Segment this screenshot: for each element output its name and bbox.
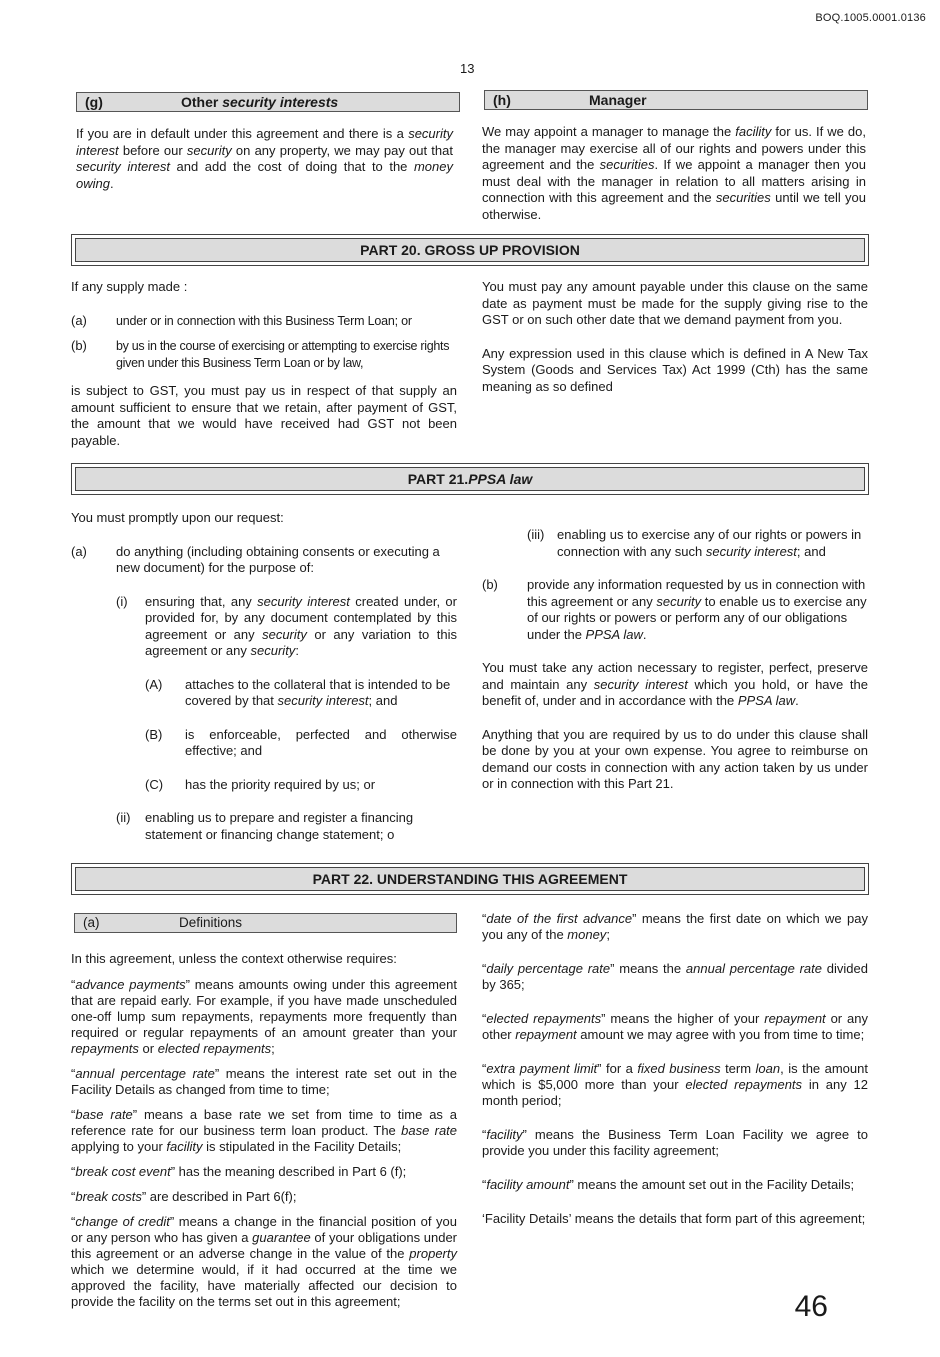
part-20-item-b: (b) by us in the course of exercising or attempting to exercise rights given under this Business Term Loan or by law, (71, 338, 450, 370)
part-20-item-a: (a) under or in connection with this Business Term Loan; or (71, 312, 412, 328)
definition-left-4: “break costs” are described in Part 6(f); (71, 1189, 297, 1204)
part-21-item-iii: (iii) enabling us to exercise any of our rights or powers in connection with any such security interest; and (527, 527, 862, 559)
part-20-left (71, 279, 457, 449)
page-number-top: 13 (460, 61, 475, 76)
definition-right-4: “facility” means the Business Term Loan Facility we agree to provide you under this facility agreement; (482, 1127, 868, 1158)
part-21-intro: You must promptly upon our request: (71, 510, 284, 525)
part-21-header (71, 463, 869, 495)
part-22-header (71, 863, 869, 895)
definition-left-1: “annual percentage rate” means the interest rate set out in the Facility Details as changed from time to time; (71, 1066, 457, 1097)
part-20-title: PART 20. GROSS UP PROVISION (75, 238, 865, 262)
document-id: BOQ.1005.0001.0136 (815, 12, 926, 24)
part-20-tail: is subject to GST, you must pay us in respect of that supply an amount sufficient to ensure that we retain, after payment of GST, the amount that we would have received had GST not been payable. (71, 383, 457, 448)
part-20-right (482, 279, 868, 395)
definitions-left-list (71, 977, 457, 1310)
definitions-right-list (482, 911, 868, 1227)
section-g-title: Other security interests (181, 93, 339, 110)
definition-right-2: “elected repayments” means the higher of your repayment or any other repayment amount we may agree with you from time to time; (482, 1011, 868, 1042)
definition-right-0: “date of the first advance” means the first date on which we pay you any of the money; (482, 911, 868, 942)
part-21-title: PART 21. PPSA law (75, 467, 865, 491)
part-20-intro: If any supply made : (71, 279, 188, 294)
definition-right-5: “facility amount” means the amount set out in the Facility Details; (482, 1177, 855, 1192)
definition-right-1: “daily percentage rate” means the annual percentage rate divided by 365; (482, 961, 868, 992)
section-g-header (76, 92, 460, 112)
part-20-right-p2: Any expression used in this clause which is defined in A New Tax System (Goods and Services Tax) Act 1999 (Cth) has the same meaning as so defined (482, 345, 868, 394)
part-21-right (482, 527, 868, 793)
part-22-title: PART 22. UNDERSTANDING THIS AGREEMENT (75, 867, 865, 891)
definition-left-0: “advance payments” means amounts owing under this agreement that are repaid early. For example, if you have made unscheduled one-off lump sum repayments, repayments more frequently than required or regular repayments of an amount greater than your repayments or elected repayments; (71, 977, 457, 1056)
definitions-left (71, 951, 457, 1310)
section-h-title: Manager (589, 91, 647, 108)
definition-left-2: “base rate” means a base rate we set from time to time as a reference rate for our business term loan product. The base rate applying to your facility is stipulated in the Facility Details; (71, 1107, 458, 1154)
definitions-header (74, 913, 457, 933)
definition-left-5: “change of credit” means a change in the financial position of you or any person who has given a guarantee of your obligations under this agreement or an adverse change in the value of the property which we determine would, if it had occurred at the time we approved the facility, have materially affected our decision to provide the facility on the terms set out in this agreement; (71, 1214, 458, 1309)
definition-left-3: “break cost event” has the meaning described in Part 6 (f); (71, 1164, 407, 1179)
section-h-label: (h) (493, 91, 511, 108)
part-21-item-i: (i) ensuring that, any security interest created under, or provided for, by any document contemplated by this agreement or any security or any variation to this agreement or any security: (116, 593, 457, 658)
part-21-item-A: (A) attaches to the collateral that is intended to be covered by that security interest; and (145, 676, 451, 708)
section-g-label: (g) (85, 93, 103, 110)
part-20-header (71, 234, 869, 266)
part-20-right-p1: You must pay any amount payable under this clause on the same date as payment must be made for the supply giving rise to the GST or on such other date that we demand payment from you. (482, 279, 868, 327)
part-21-item-C: (C) has the priority required by us; or (145, 776, 376, 792)
definitions-title: Definitions (179, 914, 243, 930)
definitions-right (482, 911, 868, 1227)
section-g-body: If you are in default under this agreement and there is a security interest before our security on any property, we may pay out that security interest and add the cost of doing that to the money owing. (76, 126, 453, 191)
section-h-body: We may appoint a manager to manage the facility for us. If we do, the manager may exercise all of our rights and powers under this agreement and the securities. If we appoint a manager then you must deal with the manager in relation to all matters arising in connection with this agreement and the securities until we tell you otherwise. (482, 124, 867, 222)
part-21-item-a: (a) do anything (including obtaining consents or executing a new document) for the purpose of: (71, 543, 440, 575)
definitions-label: (a) (83, 914, 100, 930)
page-number-footer: 46 (794, 1290, 828, 1323)
part-21-left (71, 510, 457, 843)
part-21-item-B: (B) is enforceable, perfected and otherwise effective; and (145, 726, 457, 758)
section-h-header (484, 90, 868, 110)
part-21-right-p2: Anything that you are required by us to do under this clause shall be done by you at your own expense. You agree to reimburse on demand our costs in connection with any action taken by us under or in connection with this Part 21. (482, 726, 868, 791)
part-21-item-ii: (ii) enabling us to prepare and register a financing statement or financing change statement; o (116, 810, 414, 842)
part-21-right-p1: You must take any action necessary to register, perfect, preserve and maintain any security interest which you hold, or have the benefit of, under and in accordance with the PPSA law. (482, 660, 868, 708)
definition-right-3: “extra payment limit” for a fixed business term loan, is the amount which is $5,000 more than your elected repayments in any 12 month period; (482, 1061, 869, 1108)
part-21-item-b: (b) provide any information requested by us in connection with this agreement or any security to enable us to exercise any of our rights or powers or perform any of our obligations under the PPSA law. (482, 577, 867, 642)
definition-right-6: ‘Facility Details’ means the details that form part of this agreement; (482, 1211, 866, 1226)
definitions-intro: In this agreement, unless the context otherwise requires: (71, 951, 397, 966)
